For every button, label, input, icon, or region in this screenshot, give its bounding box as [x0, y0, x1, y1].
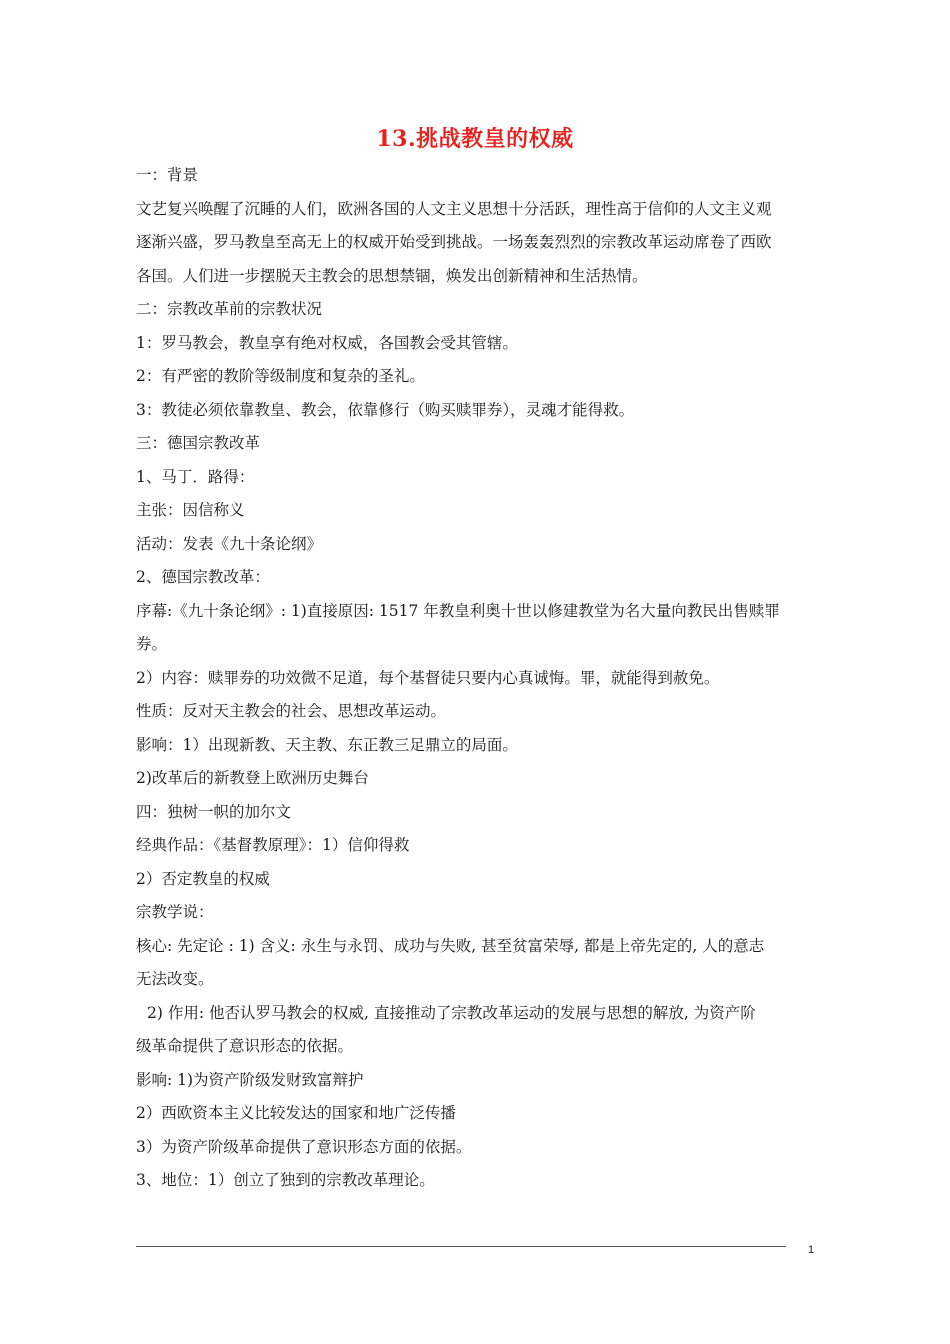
list-item: 2)改革后的新教登上欧洲历史舞台 — [136, 769, 369, 787]
paragraph-line: 级革命提供了意识形态的依据。 — [136, 1037, 354, 1055]
paragraph-line: 券。 — [136, 635, 168, 653]
section-heading-calvin: 四：独树一帜的加尔文 — [136, 802, 292, 821]
list-item: 经典作品：《基督教原理》：1）信仰得救 — [136, 836, 410, 854]
page-number: 1 — [808, 1244, 815, 1256]
list-item: 主张：因信称义 — [136, 501, 245, 519]
list-item: 影响: 1)为资产阶级发财致富辩护 — [136, 1070, 364, 1089]
paragraph-line: 2) 作用: 他否认罗马教会的权威, 直接推动了宗教改革运动的发展与思想的解放, 为资产阶 — [147, 1003, 756, 1022]
list-item: 2、德国宗教改革： — [136, 568, 270, 586]
list-item: 3：教徒必须依靠教皇、教会，依靠修行（购买赎罪券），灵魂才能得救。 — [136, 400, 635, 419]
list-item: 2：有严密的教阶等级制度和复杂的圣礼。 — [136, 367, 425, 385]
footer-divider — [136, 1246, 786, 1247]
list-item: 性质：反对天主教会的社会、思想改革运动。 — [136, 702, 447, 720]
list-item: 3）为资产阶级革命提供了意识形态方面的依据。 — [136, 1137, 472, 1156]
section-heading-german-reform: 三：德国宗教改革 — [136, 434, 261, 452]
list-item: 1：罗马教会，教皇享有绝对权威，各国教会受其管辖。 — [136, 333, 518, 352]
paragraph-line: 各国。人们进一步摆脱天主教会的思想禁锢，焕发出创新精神和生活热情。 — [136, 266, 648, 285]
list-item: 活动：发表《九十条论纲》 — [136, 534, 323, 553]
list-item: 2）内容：赎罪券的功效微不足道，每个基督徒只要内心真诚悔。罪，就能得到赦免。 — [136, 668, 720, 687]
list-item: 2）否定教皇的权威 — [136, 869, 270, 888]
list-item: 3、地位：1）创立了独到的宗教改革理论。 — [136, 1171, 435, 1189]
paragraph-line: 逐渐兴盛，罗马教皇至高无上的权威开始受到挑战。一场轰轰烈烈的宗教改革运动席卷了西欧 — [136, 233, 772, 251]
paragraph-line: 文艺复兴唤醒了沉睡的人们，欧洲各国的人文主义思想十分活跃，理性高于信仰的人文主义观 — [136, 199, 772, 218]
document-title: 13.挑战教皇的权威 — [376, 126, 574, 152]
list-item: 宗教学说： — [136, 903, 214, 921]
document-body — [136, 159, 816, 1198]
list-item: 1、马丁．路得： — [136, 467, 255, 486]
section-heading-pre-reform: 二：宗教改革前的宗教状况 — [136, 300, 323, 318]
paragraph-line: 序幕:《九十条论纲》: 1)直接原因: 1517 年教皇利奥十世以修建教堂为名大量向教民出售赎罪 — [136, 601, 780, 620]
list-item: 2）西欧资本主义比较发达的国家和地广泛传播 — [136, 1104, 456, 1122]
section-heading-background: 一：背景 — [136, 166, 199, 184]
paragraph-line: 无法改变。 — [136, 970, 214, 988]
list-item: 影响：1）出现新教、天主教、东正教三足鼎立的局面。 — [136, 735, 518, 754]
paragraph-line: 核心: 先定论 : 1) 含义: 永生与永罚、成功与失败, 甚至贫富荣辱, 都是上帝先定的, 人的意志 — [136, 936, 765, 955]
